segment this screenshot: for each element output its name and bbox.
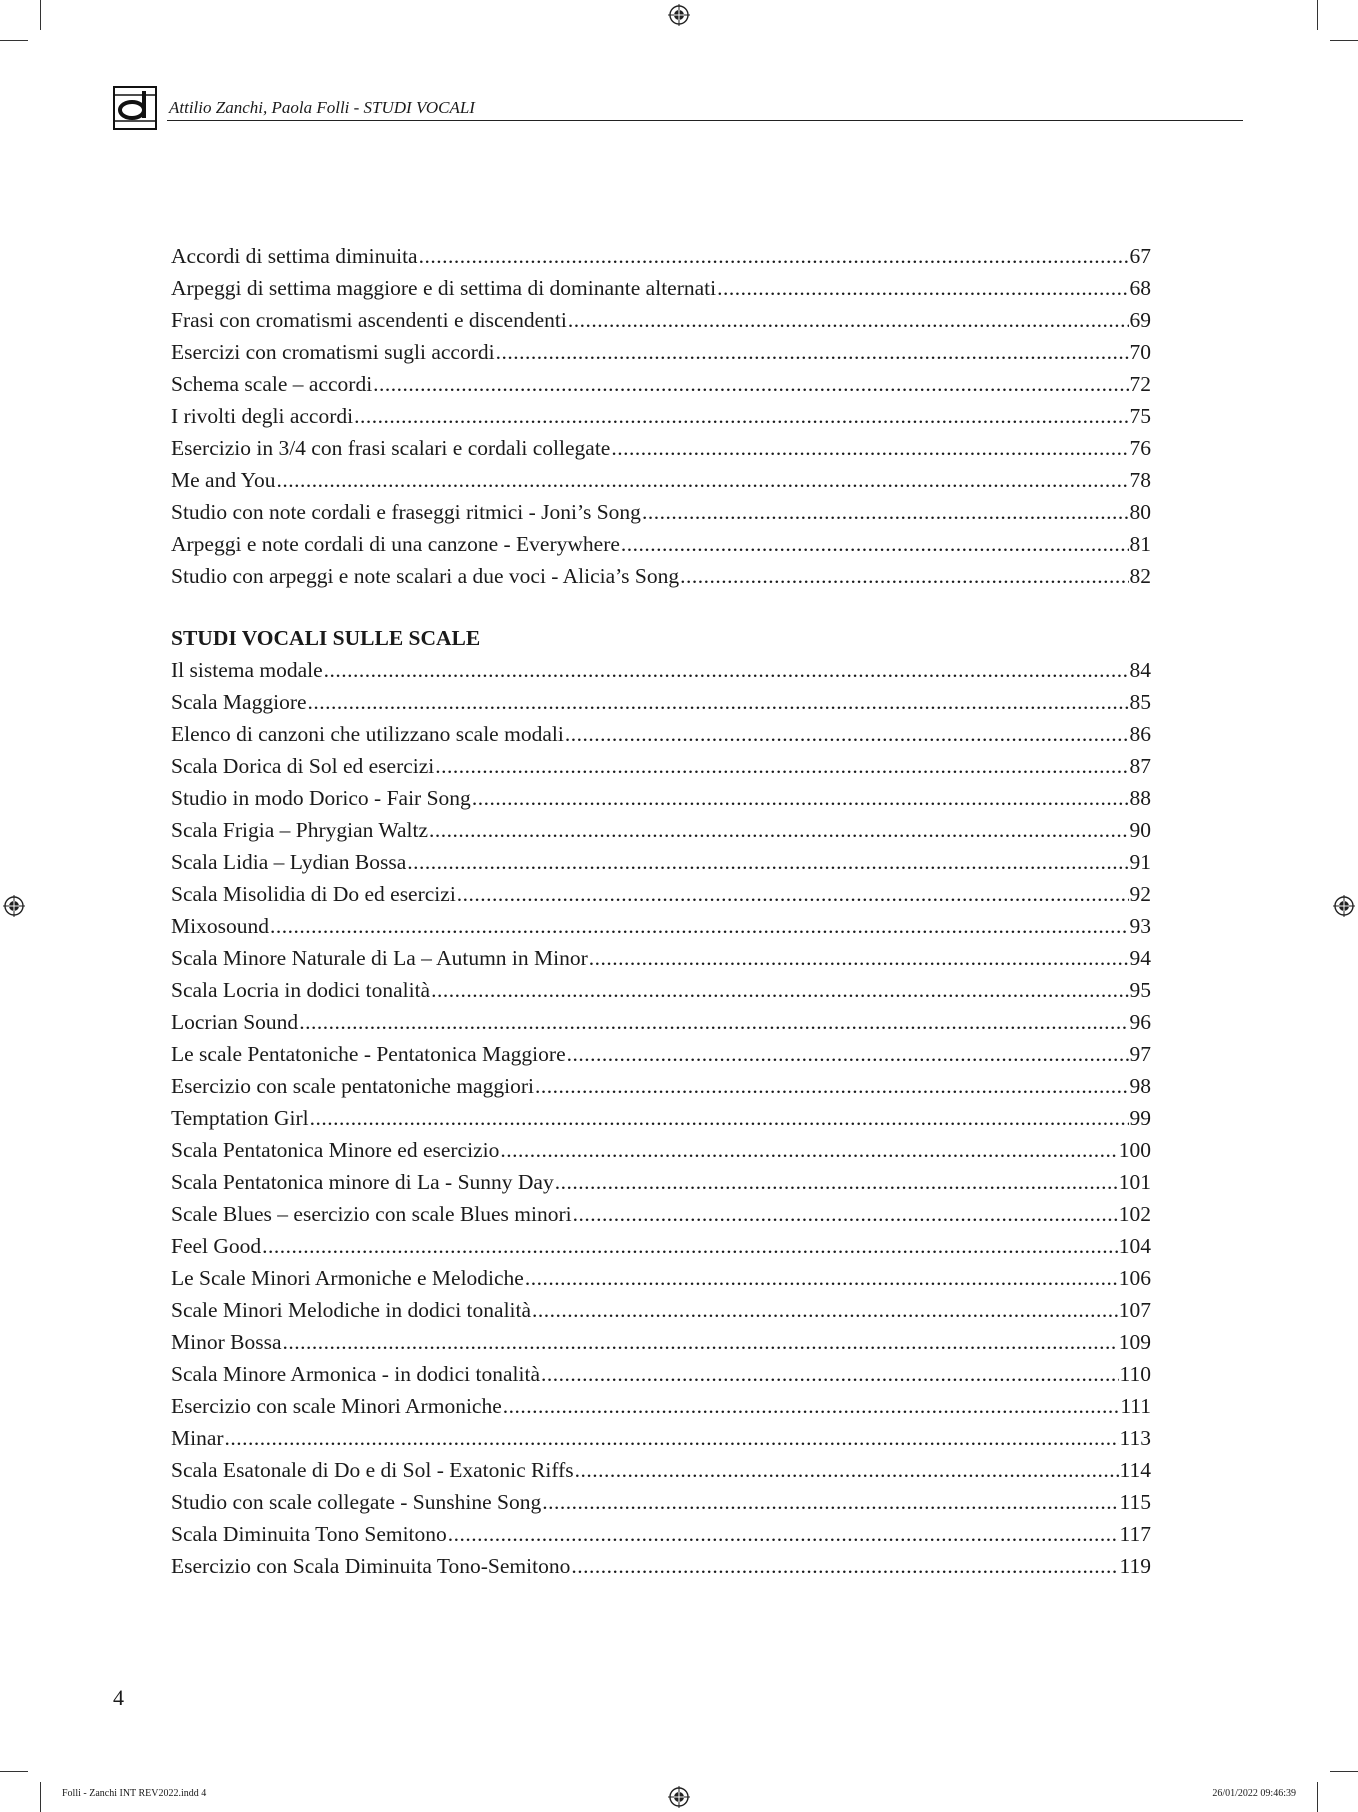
toc-entry-title: Frasi con cromatismi ascendenti e discendenti <box>171 308 567 332</box>
table-of-contents <box>171 240 1151 1582</box>
registration-mark-left-icon <box>3 895 25 917</box>
toc-entry-title: Mixosound <box>171 914 269 938</box>
toc-entry-page: 70 <box>1129 340 1151 364</box>
toc-entry <box>171 1358 1151 1390</box>
toc-entry <box>171 1102 1151 1134</box>
toc-entry-page: 91 <box>1129 850 1151 874</box>
toc-entry-page: 81 <box>1129 532 1151 556</box>
toc-dot-leader <box>283 1326 1118 1358</box>
toc-entry-title: Feel Good <box>171 1234 262 1258</box>
toc-dot-leader <box>407 846 1128 878</box>
toc-entry-title: Esercizi con cromatismi sugli accordi <box>171 340 495 364</box>
toc-dot-leader <box>542 1486 1118 1518</box>
toc-entry-page: 76 <box>1129 436 1151 460</box>
toc-dot-leader <box>503 1390 1120 1422</box>
toc-entry-title: Esercizio con Scala Diminuita Tono-Semitono <box>171 1554 571 1578</box>
registration-mark-bottom-icon <box>668 1786 690 1808</box>
toc-entry <box>171 846 1151 878</box>
toc-section-heading: STUDI VOCALI SULLE SCALE <box>171 626 481 650</box>
toc-entry-page: 82 <box>1129 564 1151 588</box>
print-slug-file: Folli - Zanchi INT REV2022.indd 4 <box>62 1788 207 1799</box>
toc-dot-leader <box>535 1070 1129 1102</box>
toc-entry-title: Minar <box>171 1426 224 1450</box>
toc-entry-page: 84 <box>1129 658 1151 682</box>
toc-entry-title: Esercizio in 3/4 con frasi scalari e cordali collegate <box>171 436 611 460</box>
toc-dot-leader <box>575 1454 1119 1486</box>
toc-dot-leader <box>567 1038 1129 1070</box>
toc-dot-leader <box>310 1102 1129 1134</box>
toc-dot-leader <box>532 1294 1118 1326</box>
toc-entry <box>171 1422 1151 1454</box>
toc-entry <box>171 878 1151 910</box>
toc-entry <box>171 1486 1151 1518</box>
toc-entry-title: Schema scale – accordi <box>171 372 373 396</box>
toc-entry-title: Le Scale Minori Armoniche e Melodiche <box>171 1266 524 1290</box>
toc-entry-title: Scala Frigia – Phrygian Waltz <box>171 818 429 842</box>
toc-entry-title: Arpeggi di settima maggiore e di settima di dominante alternati <box>171 276 717 300</box>
toc-entry <box>171 1134 1151 1166</box>
registration-mark-top-icon <box>668 4 690 26</box>
toc-dot-leader <box>308 686 1129 718</box>
toc-group-scales <box>171 654 1151 1582</box>
toc-dot-leader <box>565 718 1129 750</box>
toc-dot-leader <box>541 1358 1119 1390</box>
toc-entry-title: Il sistema modale <box>171 658 323 682</box>
toc-entry-title: Studio con scale collegate - Sunshine Song <box>171 1490 542 1514</box>
toc-dot-leader <box>589 942 1129 974</box>
toc-entry <box>171 782 1151 814</box>
toc-entry-title: Temptation Girl <box>171 1106 309 1130</box>
toc-dot-leader <box>277 464 1129 496</box>
toc-entry-title: Scala Lidia – Lydian Bossa <box>171 850 407 874</box>
toc-entry-page: 97 <box>1129 1042 1151 1066</box>
running-header <box>113 86 1243 136</box>
toc-dot-leader <box>262 1230 1118 1262</box>
toc-dot-leader <box>568 304 1129 336</box>
toc-entry-title: Scala Misolidia di Do ed esercizi <box>171 882 456 906</box>
toc-entry <box>171 560 1151 592</box>
toc-dot-leader <box>680 560 1128 592</box>
toc-entry-title: Studio con note cordali e fraseggi ritmici - Joni’s Song <box>171 500 641 524</box>
toc-entry-page: 75 <box>1129 404 1151 428</box>
toc-entry-page: 107 <box>1118 1298 1151 1322</box>
toc-entry-title: Scale Minori Melodiche in dodici tonalità <box>171 1298 532 1322</box>
toc-entry-page: 119 <box>1119 1554 1151 1578</box>
toc-entry-title: Me and You <box>171 468 276 492</box>
toc-entry <box>171 1262 1151 1294</box>
crop-mark-bottom-right-vertical <box>1317 1782 1318 1812</box>
toc-entry-page: 90 <box>1129 818 1151 842</box>
toc-entry <box>171 1230 1151 1262</box>
toc-entry-title: Scala Pentatonica Minore ed esercizio <box>171 1138 500 1162</box>
toc-entry-page: 106 <box>1118 1266 1151 1290</box>
crop-mark-bottom-left-horizontal <box>0 1771 28 1772</box>
toc-entry-page: 100 <box>1118 1138 1151 1162</box>
toc-entry <box>171 432 1151 464</box>
crop-mark-top-right-horizontal <box>1330 40 1358 41</box>
toc-entry <box>171 304 1151 336</box>
toc-entry-title: Scala Esatonale di Do e di Sol - Exatonic Riffs <box>171 1458 574 1482</box>
toc-entry <box>171 814 1151 846</box>
toc-entry <box>171 1198 1151 1230</box>
toc-entry <box>171 1038 1151 1070</box>
toc-dot-leader <box>324 654 1129 686</box>
toc-entry <box>171 654 1151 686</box>
toc-dot-leader <box>270 910 1129 942</box>
page-number: 4 <box>113 1685 124 1710</box>
toc-entry <box>171 240 1151 272</box>
toc-dot-leader <box>419 240 1129 272</box>
running-head-text: Attilio Zanchi, Paola Folli - STUDI VOCALI <box>169 98 475 117</box>
toc-entry-title: Scala Diminuita Tono Semitono <box>171 1522 447 1546</box>
toc-entry-page: 87 <box>1129 754 1151 778</box>
toc-entry-page: 78 <box>1129 468 1151 492</box>
crop-mark-bottom-left-vertical <box>40 1782 41 1812</box>
toc-entry <box>171 1070 1151 1102</box>
toc-entry-page: 117 <box>1119 1522 1151 1546</box>
toc-entry-title: Studio con arpeggi e note scalari a due voci - Alicia’s Song <box>171 564 680 588</box>
toc-entry-title: Scale Blues – esercizio con scale Blues minori <box>171 1202 572 1226</box>
toc-entry-page: 67 <box>1129 244 1151 268</box>
toc-entry <box>171 272 1151 304</box>
toc-entry-title: Scala Pentatonica minore di La - Sunny Day <box>171 1170 554 1194</box>
toc-entry-page: 80 <box>1129 500 1151 524</box>
toc-dot-leader <box>435 750 1128 782</box>
toc-entry-title: Scala Minore Armonica - in dodici tonalità <box>171 1362 540 1386</box>
toc-entry-page: 110 <box>1119 1362 1151 1386</box>
toc-dot-leader <box>448 1518 1119 1550</box>
toc-dot-leader <box>717 272 1128 304</box>
print-slug-timestamp: 26/01/2022 09:46:39 <box>1212 1788 1296 1799</box>
toc-entry <box>171 336 1151 368</box>
toc-entry-title: Scala Dorica di Sol ed esercizi <box>171 754 435 778</box>
toc-entry <box>171 496 1151 528</box>
toc-entry-page: 96 <box>1129 1010 1151 1034</box>
toc-entry-title: Locrian Sound <box>171 1010 299 1034</box>
crop-mark-top-left-vertical <box>40 0 41 30</box>
toc-entry <box>171 750 1151 782</box>
toc-group-top <box>171 240 1151 592</box>
toc-entry <box>171 400 1151 432</box>
toc-dot-leader <box>429 814 1128 846</box>
toc-entry-page: 99 <box>1129 1106 1151 1130</box>
toc-dot-leader <box>299 1006 1128 1038</box>
toc-entry-page: 113 <box>1119 1426 1151 1450</box>
toc-dot-leader <box>555 1166 1118 1198</box>
header-rule <box>167 120 1243 121</box>
toc-dot-leader <box>611 432 1128 464</box>
toc-entry-title: I rivolti degli accordi <box>171 404 354 428</box>
toc-entry <box>171 368 1151 400</box>
toc-entry <box>171 974 1151 1006</box>
toc-entry-title: Studio in modo Dorico - Fair Song <box>171 786 471 810</box>
toc-entry-title: Arpeggi e note cordali di una canzone - Everywhere <box>171 532 620 556</box>
toc-entry-page: 86 <box>1129 722 1151 746</box>
toc-entry-title: Scala Minore Naturale di La – Autumn in Minor <box>171 946 588 970</box>
toc-entry <box>171 1390 1151 1422</box>
toc-dot-leader <box>496 336 1129 368</box>
toc-dot-leader <box>500 1134 1117 1166</box>
toc-entry-title: Esercizio con scale Minori Armoniche <box>171 1394 502 1418</box>
toc-entry-page: 104 <box>1118 1234 1151 1258</box>
toc-dot-leader <box>621 528 1129 560</box>
toc-entry <box>171 528 1151 560</box>
toc-entry <box>171 1454 1151 1486</box>
toc-entry-title: Minor Bossa <box>171 1330 282 1354</box>
toc-entry-page: 102 <box>1118 1202 1151 1226</box>
toc-entry-page: 95 <box>1129 978 1151 1002</box>
toc-entry-page: 109 <box>1118 1330 1151 1354</box>
toc-entry-page: 94 <box>1129 946 1151 970</box>
toc-entry-title: Accordi di settima diminuita <box>171 244 418 268</box>
toc-entry-page: 93 <box>1129 914 1151 938</box>
toc-entry-page: 69 <box>1129 308 1151 332</box>
toc-dot-leader <box>525 1262 1118 1294</box>
toc-entry-title: Esercizio con scale pentatoniche maggiori <box>171 1074 534 1098</box>
toc-entry-page: 115 <box>1119 1490 1151 1514</box>
toc-dot-leader <box>457 878 1129 910</box>
toc-entry <box>171 1326 1151 1358</box>
toc-entry <box>171 942 1151 974</box>
toc-dot-leader <box>225 1422 1119 1454</box>
toc-dot-leader <box>472 782 1129 814</box>
toc-entry-page: 68 <box>1129 276 1151 300</box>
toc-entry <box>171 464 1151 496</box>
toc-entry-title: Le scale Pentatoniche - Pentatonica Maggiore <box>171 1042 566 1066</box>
toc-entry-title: Scala Maggiore <box>171 690 307 714</box>
toc-entry <box>171 910 1151 942</box>
toc-entry-page: 92 <box>1129 882 1151 906</box>
toc-dot-leader <box>373 368 1128 400</box>
registration-mark-right-icon <box>1333 895 1355 917</box>
toc-entry-title: Elenco di canzoni che utilizzano scale modali <box>171 722 564 746</box>
toc-entry-page: 111 <box>1120 1394 1151 1418</box>
toc-entry <box>171 1294 1151 1326</box>
toc-entry <box>171 1006 1151 1038</box>
toc-dot-leader <box>571 1550 1118 1582</box>
toc-dot-leader <box>573 1198 1118 1230</box>
toc-entry-page: 85 <box>1129 690 1151 714</box>
toc-entry-page: 101 <box>1118 1170 1151 1194</box>
toc-entry <box>171 1550 1151 1582</box>
crop-mark-top-left-horizontal <box>0 40 28 41</box>
toc-entry-title: Scala Locria in dodici tonalità <box>171 978 431 1002</box>
crop-mark-top-right-vertical <box>1317 0 1318 30</box>
toc-entry <box>171 1166 1151 1198</box>
crop-mark-bottom-right-horizontal <box>1330 1771 1358 1772</box>
publisher-logo-icon <box>113 86 157 130</box>
toc-entry <box>171 1518 1151 1550</box>
toc-dot-leader <box>354 400 1128 432</box>
toc-dot-leader <box>431 974 1128 1006</box>
toc-entry-page: 72 <box>1129 372 1151 396</box>
toc-entry <box>171 718 1151 750</box>
toc-entry-page: 114 <box>1119 1458 1151 1482</box>
toc-entry-page: 88 <box>1129 786 1151 810</box>
toc-entry <box>171 686 1151 718</box>
toc-entry-page: 98 <box>1129 1074 1151 1098</box>
toc-dot-leader <box>642 496 1129 528</box>
